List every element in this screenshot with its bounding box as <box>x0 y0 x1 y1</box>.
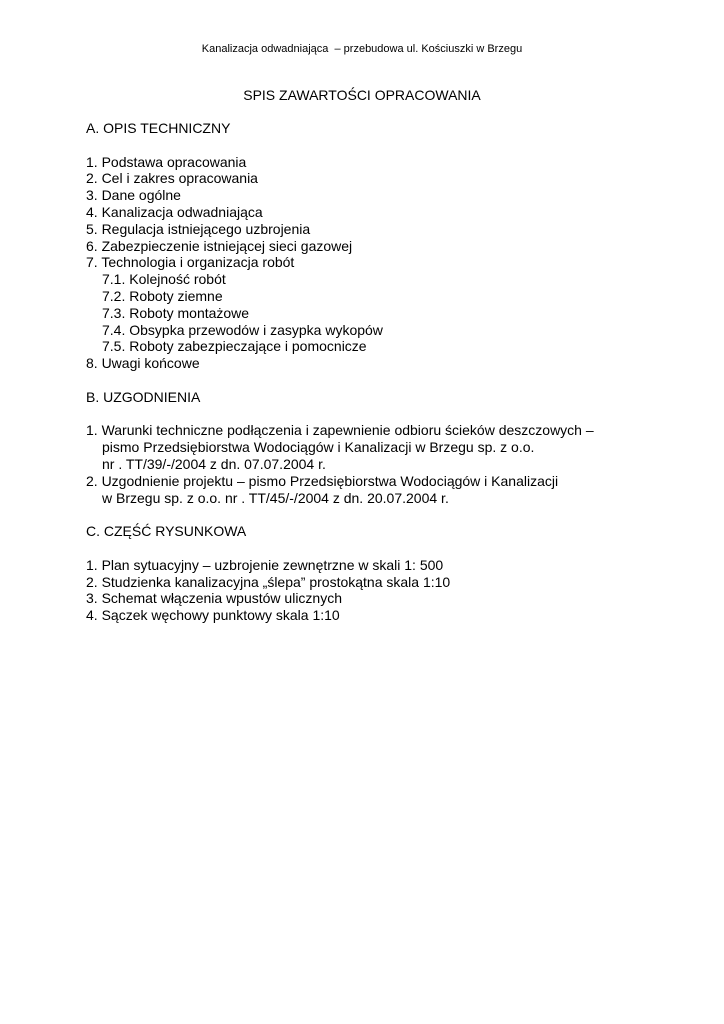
spacer <box>86 372 686 389</box>
spacer <box>86 540 686 557</box>
spacer <box>86 137 686 154</box>
list-item <box>86 473 686 507</box>
list-item: 1. Podstawa opracowania <box>86 153 247 170</box>
section-b-heading: B. UZGODNIENIA <box>86 388 201 405</box>
list-item: 1. Plan sytuacyjny – uzbrojenie zewnętrzne w skali 1: 500 <box>86 556 444 573</box>
section-a-list <box>86 154 686 372</box>
list-item: 5. Regulacja istniejącego uzbrojenia <box>86 220 311 237</box>
spacer <box>86 406 686 423</box>
list-item-line: 1. Warunki techniczne podłączenia i zapewnienie odbioru ścieków deszczowych – <box>86 422 594 439</box>
sub-list-item: 7.3. Roboty montażowe <box>102 304 250 321</box>
list-item: 2. Cel i zakres opracowania <box>86 170 258 187</box>
list-item-line: w Brzegu sp. z o.o. nr . TT/45/-/2004 z dn. 20.07.2004 r. <box>102 489 449 506</box>
list-item: 2. Studzienka kanalizacyjna „ślepa” prostokątna skala 1:10 <box>86 573 451 590</box>
list-item: 4. Sączek węchowy punktowy skala 1:10 <box>86 607 340 624</box>
sub-list-item: 7.1. Kolejność robót <box>102 271 226 288</box>
list-item: 7. Technologia i organizacja robót <box>86 254 295 271</box>
sub-list-item: 7.2. Roboty ziemne <box>102 287 223 304</box>
list-item: 4. Kanalizacja odwadniająca <box>86 203 263 220</box>
section-c-heading: C. CZĘŚĆ RYSUNKOWA <box>86 523 247 540</box>
section-a-heading: A. OPIS TECHNICZNY <box>86 120 231 136</box>
list-item-line: nr . TT/39/-/2004 z dn. 07.07.2004 r. <box>102 455 326 472</box>
list-item: 3. Schemat włączenia wpustów ulicznych <box>86 590 343 607</box>
running-header: Kanalizacja odwadniająca – przebudowa ul. Kościuszki w Brzegu <box>201 43 523 55</box>
sub-list-item: 7.4. Obsypka przewodów i zasypka wykopów <box>102 321 383 338</box>
sub-list-item: 7.5. Roboty zabezpieczające i pomocnicze <box>102 338 367 355</box>
spacer <box>86 506 686 523</box>
section-c-list <box>86 557 686 624</box>
list-item: 3. Dane ogólne <box>86 187 181 204</box>
list-item <box>86 422 686 472</box>
document-title: SPIS ZAWARTOŚCI OPRACOWANIA <box>243 87 481 103</box>
list-item-line: 2. Uzgodnienie projektu – pismo Przedsiębiorstwa Wodociągów i Kanalizacji <box>86 472 559 489</box>
table-of-contents <box>86 120 686 624</box>
list-item: 8. Uwagi końcowe <box>86 355 200 372</box>
list-item: 6. Zabezpieczenie istniejącej sieci gazowej <box>86 237 353 254</box>
section-b-list <box>86 422 686 506</box>
list-item-line: pismo Przedsiębiorstwa Wodociągów i Kanalizacji w Brzegu sp. z o.o. <box>102 439 535 456</box>
